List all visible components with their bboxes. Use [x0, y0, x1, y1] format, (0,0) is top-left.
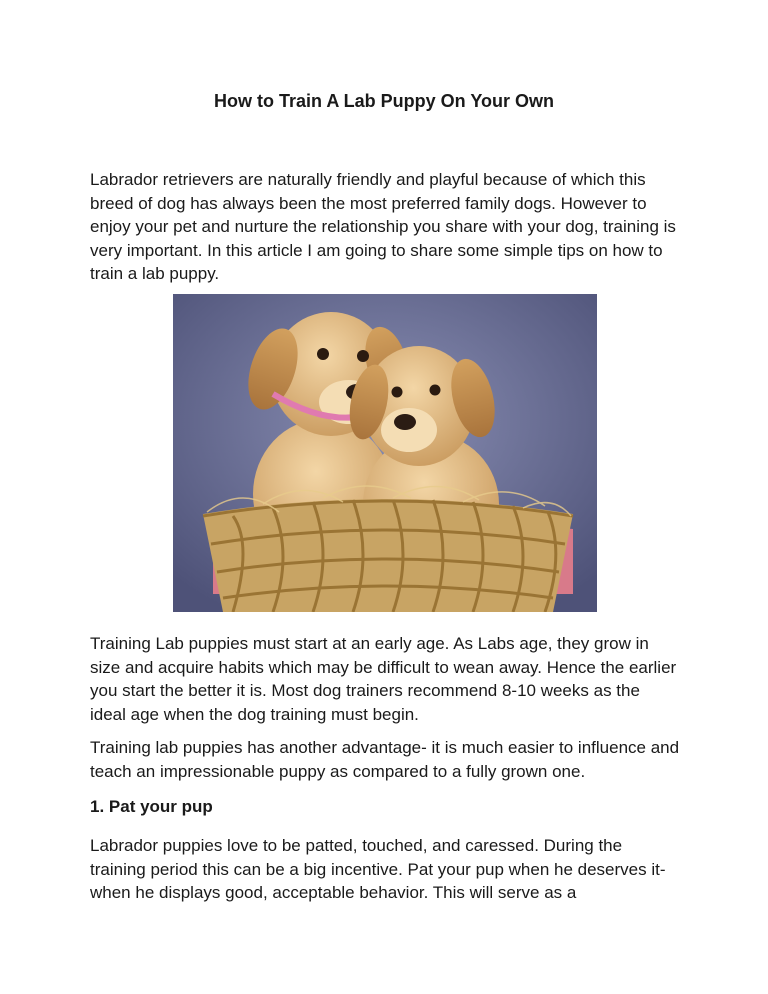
- section-heading-pat-your-pup: 1. Pat your pup: [90, 797, 213, 816]
- paragraph-pat-your-pup: Labrador puppies love to be patted, touched, and caressed. During the training period this can be a big incentive. Pat your pup when he deserves it- when he displays good, acceptable behavior. This will serve as a: [90, 836, 666, 902]
- document-title: How to Train A Lab Puppy On Your Own: [213, 91, 554, 111]
- paragraph-advantage: Training lab puppies has another advantage- it is much easier to influence and teach an impressionable puppy as compared to a fully grown one.: [90, 738, 680, 781]
- puppies-photo: [173, 294, 597, 612]
- paragraph-early-age: Training Lab puppies must start at an early age. As Labs age, they grow in size and acquire habits which may be difficult to wean away. Hence the earlier you start the better it is. Most dog trainers recommend 8-10 weeks as the ideal age when the dog training must begin.: [90, 634, 677, 724]
- intro-paragraph: Labrador retrievers are naturally friendly and playful because of which this breed of dog has always been the most preferred family dogs. However to enjoy your pet and nurture the relationship you share with your dog, training is very important. In this article I am going to share some simple tips on how to train a lab puppy.: [90, 170, 676, 283]
